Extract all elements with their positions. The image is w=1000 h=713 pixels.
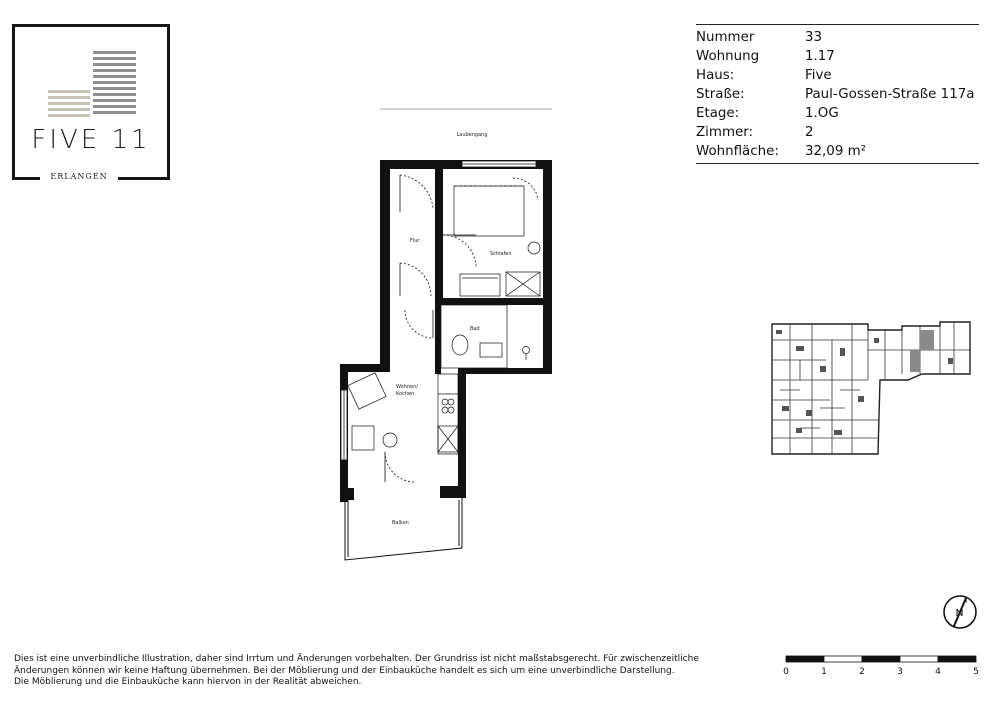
info-label: Wohnung: [696, 49, 760, 64]
info-row-nummer: [696, 28, 979, 47]
logo-title: FIVE 11: [31, 125, 151, 155]
corridor-label: Laubengang: [456, 132, 488, 138]
scale-tick: 5: [973, 667, 979, 677]
info-row-wohnung: [696, 47, 979, 66]
info-value: 2: [805, 125, 814, 140]
room-label-wohnen: Wohnen/: [396, 384, 418, 390]
logo-bars-graphic: [12, 24, 170, 124]
scale-tick: 1: [821, 667, 827, 677]
info-label: Etage:: [696, 106, 740, 121]
walls: [340, 160, 552, 502]
info-label: Haus:: [696, 68, 735, 83]
disclaimer: [14, 654, 734, 689]
scale-tick: 3: [897, 667, 903, 677]
scale-tick: 0: [783, 667, 789, 677]
info-value: 33: [805, 30, 823, 45]
room-label-kochen: Kochen: [396, 391, 415, 397]
info-value: 1.17: [805, 49, 835, 64]
info-value: Five: [805, 68, 832, 83]
scale-tick: 2: [859, 667, 865, 677]
scale-tick: 4: [935, 667, 941, 677]
floor-plan: [330, 100, 570, 570]
furniture: [348, 186, 540, 454]
info-value: 32,09 m²: [805, 144, 867, 159]
highlighted-unit: [920, 330, 934, 350]
scale-bar: [780, 652, 985, 682]
info-value: Paul-Gossen-Straße 117a: [805, 87, 975, 102]
room-label-schlafen: Schlafen: [490, 251, 512, 257]
room-label-balkon: Balkon: [392, 520, 409, 526]
disclaimer-line: Änderungen können wir keine Haftung übernehmen. Bei der Möblierung und der Einbauküche handelt es sich um eine unverbindliche Darstellung.: [14, 665, 675, 676]
info-row-strasse: [696, 85, 979, 104]
info-value: 1.OG: [805, 106, 839, 121]
info-label: Zimmer:: [696, 125, 754, 140]
logo-subtitle: ERLANGEN: [40, 172, 118, 181]
north-arrow-icon: [940, 592, 980, 632]
disclaimer-line: Dies ist eine unverbindliche Illustration, daher sind Irrtum und Änderungen vorbehalten. Der Grundriss ist nicht maßstabsgerecht. Für zwischenzeitliche: [14, 654, 699, 664]
disclaimer-line: Die Möblierung und die Einbauküche kann hiervon in der Realität abweichen.: [14, 677, 362, 688]
info-label: Wohnfläche:: [696, 144, 779, 159]
info-label: Straße:: [696, 87, 745, 102]
info-row-etage: [696, 104, 979, 123]
info-row-zimmer: [696, 123, 979, 142]
room-label-flur: Flur: [410, 238, 420, 244]
info-row-haus: [696, 66, 979, 85]
apartment-info-table: [696, 24, 979, 164]
room-label-bad: Bad: [470, 326, 480, 332]
logo: [12, 24, 170, 182]
building-overview-plan: [760, 318, 980, 458]
info-row-wohnflaeche: [696, 142, 979, 161]
info-label: Nummer: [696, 30, 755, 45]
balcony: [345, 498, 462, 560]
